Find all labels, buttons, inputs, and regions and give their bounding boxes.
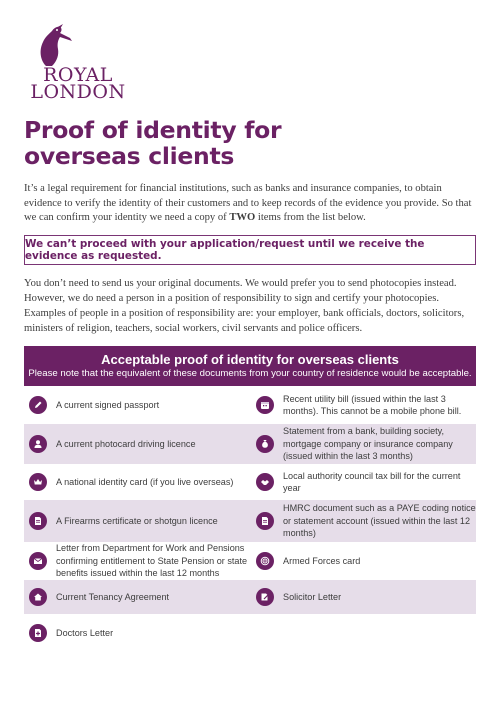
- intro-emphasis: TWO: [229, 212, 256, 224]
- list-item-national-id: [29, 464, 249, 500]
- handshake-icon: [256, 473, 274, 491]
- list-item-armed-forces: [256, 542, 476, 580]
- item-label: A Firearms certificate or shotgun licence: [56, 515, 218, 526]
- item-label: Doctors Letter: [56, 627, 114, 638]
- document-icon: [29, 512, 47, 530]
- list-item-driving-licence: [29, 424, 249, 464]
- medical-document-icon: [29, 624, 47, 642]
- item-label: Statement from a bank, building society, mortgage company or insurance company (issued within the last 3 months): [283, 426, 453, 462]
- list-item-tenancy: [29, 580, 249, 614]
- list-item-dwp-letter: [29, 542, 249, 580]
- person-icon: [29, 435, 47, 453]
- envelope-icon: [29, 552, 47, 570]
- calendar-icon: [256, 396, 274, 414]
- list-item-utility-bill: [256, 386, 476, 424]
- page-title: Proof of identity for overseas clients: [24, 116, 282, 170]
- pelican-icon: [30, 22, 76, 68]
- table-row: [24, 500, 476, 542]
- house-icon: [29, 588, 47, 606]
- item-label: A current photocard driving licence: [56, 438, 196, 449]
- examples-paragraph: Examples of people in a position of responsibility are: your employer, bank officials, doctors, solicitors, ministers of religion, teachers, social workers, civil servants and police officers.: [24, 308, 465, 334]
- table-row: [24, 614, 476, 652]
- intro-text-before: It’s a legal requirement for financial institutions, such as banks and insurance companies, to obtain evidence to verify the identity of their customers and to keep records of the evidence you provide. So that we can confirm your identity we need a copy of: [24, 183, 472, 224]
- item-label: Local authority council tax bill for the current year: [283, 470, 461, 493]
- item-label: Solicitor Letter: [283, 591, 342, 602]
- table-row: [24, 464, 476, 500]
- money-bag-icon: [256, 435, 274, 453]
- item-label: Recent utility bill (issued within the last 3 months). This cannot be a mobile phone bill.: [283, 393, 462, 416]
- item-label: A national identity card (if you live overseas): [56, 476, 234, 487]
- table-row: [24, 386, 476, 424]
- intro-paragraph: [24, 182, 476, 226]
- pen-icon: [29, 396, 47, 414]
- list-item-doctors: [29, 614, 249, 652]
- list-item-council-tax: [256, 464, 476, 500]
- crown-icon: [29, 473, 47, 491]
- document-icon: [256, 512, 274, 530]
- logo-line-2: LONDON: [30, 81, 126, 103]
- list-item-bank-statement: [256, 424, 476, 464]
- table-row: [24, 542, 476, 580]
- item-label: Letter from Department for Work and Pensions confirming entitlement to State Pension or state benefits issued within the last 12 months: [56, 543, 248, 579]
- logo-line-1: ROYAL: [43, 64, 113, 86]
- evidence-notice-text: We can’t proceed with your application/request until we receive the evidence as requested.: [25, 238, 425, 262]
- list-item-solicitor: [256, 580, 476, 614]
- evidence-notice-box: [24, 235, 476, 265]
- table-row: [24, 424, 476, 464]
- item-label: Current Tenancy Agreement: [56, 591, 170, 602]
- item-label: Armed Forces card: [283, 555, 361, 566]
- list-item-hmrc: [256, 500, 476, 542]
- intro-text-after: items from the list below.: [255, 212, 366, 224]
- list-item-firearms: [29, 500, 249, 542]
- list-item-passport: [29, 386, 249, 424]
- table-header: [24, 346, 476, 386]
- table-row: [24, 580, 476, 614]
- royal-london-logo: [22, 22, 134, 103]
- item-label: HMRC document such as a PAYE coding notice or statement account (issued within the last 12 months): [283, 503, 476, 539]
- originals-paragraph: You don’t need to send us your original documents. We would prefer you to send photocopies instead. However, we do need a person in a position of responsibility to sign and certify your photocopies.: [24, 278, 457, 304]
- signature-icon: [256, 588, 274, 606]
- target-icon: [256, 552, 274, 570]
- table-subtitle: Please note that the equivalent of these documents from your country of residence would be acceptable.: [28, 368, 472, 379]
- item-label: A current signed passport: [56, 399, 160, 410]
- table-title: Acceptable proof of identity for overseas clients: [101, 352, 399, 367]
